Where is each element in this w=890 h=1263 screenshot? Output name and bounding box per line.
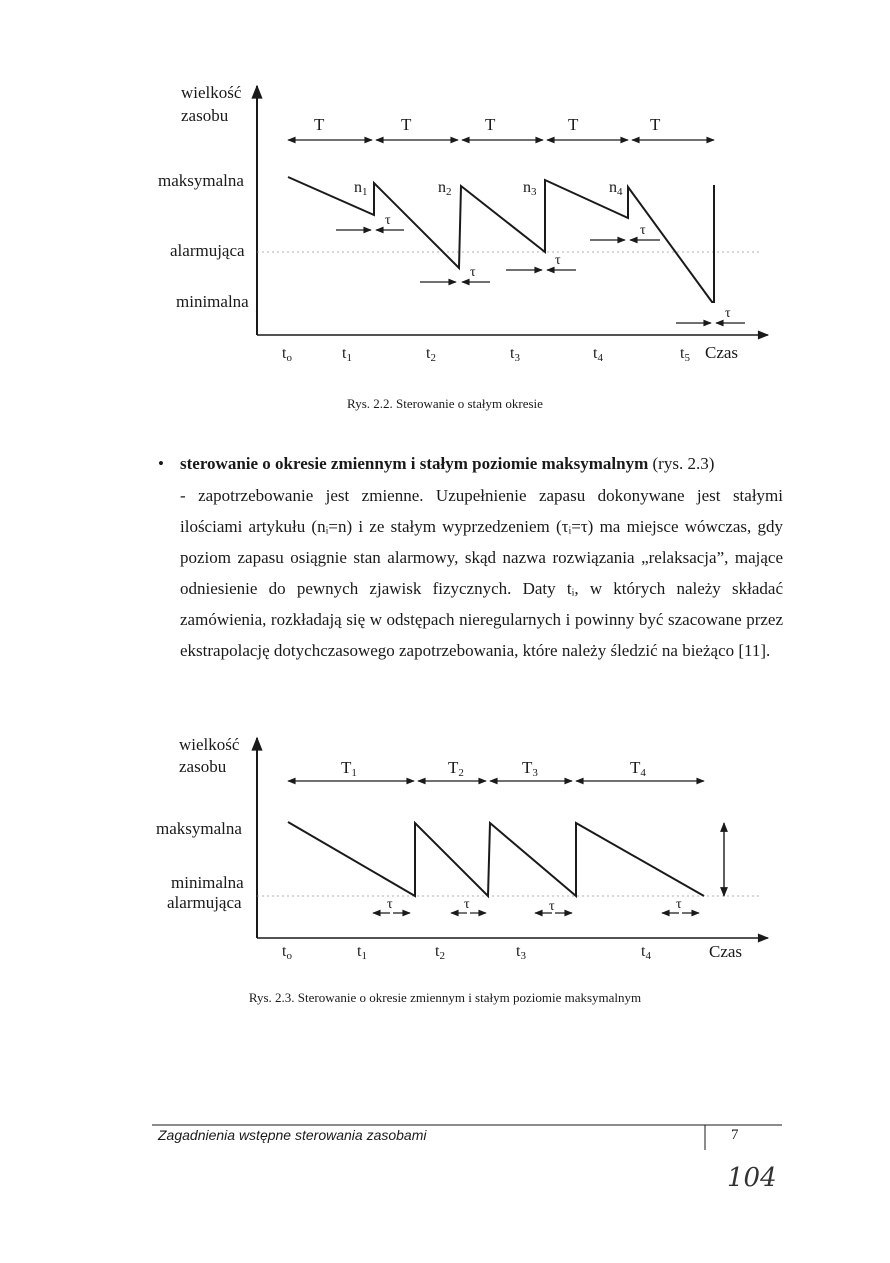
time-label: to xyxy=(282,345,292,364)
order-label: n1 xyxy=(354,179,368,198)
bullet-bold-text: sterowanie o okresie zmiennym i stałym poziomie maksymalnym xyxy=(180,454,649,473)
level-label-maksymalna: maksymalna xyxy=(156,819,242,838)
handwritten-page-number: 104 xyxy=(727,1163,777,1193)
stock-level-line xyxy=(288,822,704,896)
bullet-ref: (rys. 2.3) xyxy=(652,454,715,473)
order-label: n3 xyxy=(523,179,537,198)
time-label: t2 xyxy=(426,345,436,364)
period-label: T3 xyxy=(522,758,538,779)
time-label: t3 xyxy=(510,345,520,364)
figure-2-3-caption: Rys. 2.3. Sterowanie o okresie zmiennym i stałym poziomie maksymalnym xyxy=(248,990,642,1005)
period-label: T4 xyxy=(630,758,646,779)
tau-label: τ xyxy=(387,897,393,912)
tau-label: τ xyxy=(676,897,682,912)
bullet-section xyxy=(158,452,783,666)
period-label: T xyxy=(650,115,661,134)
footer-title: Zagadnienia wstępne sterowania zasobami xyxy=(158,1127,427,1143)
period-label: T xyxy=(485,115,496,134)
tau-label: τ xyxy=(549,899,555,914)
figure-2-2 xyxy=(0,0,890,400)
tau-label: τ xyxy=(640,223,646,238)
period-label: T xyxy=(401,115,412,134)
page-number: 7 xyxy=(731,1127,739,1143)
tau-label: τ xyxy=(470,265,476,280)
bullet-icon: • xyxy=(158,454,164,473)
time-label: t4 xyxy=(593,345,603,364)
period-label: T xyxy=(568,115,579,134)
period-label: T xyxy=(314,115,325,134)
period-label: T2 xyxy=(448,758,464,779)
y-axis-label-2: zasobu xyxy=(181,106,229,125)
time-label: t1 xyxy=(342,345,352,364)
time-label: t5 xyxy=(680,345,690,364)
x-axis-label: Czas xyxy=(705,343,739,362)
level-label-maksymalna: maksymalna xyxy=(158,171,244,190)
level-label-alarmujaca: alarmująca xyxy=(167,893,242,912)
tau-label: τ xyxy=(464,897,470,912)
level-label-alarmujaca: alarmująca xyxy=(170,241,245,260)
tau-label: τ xyxy=(725,306,731,321)
time-label: t1 xyxy=(357,943,367,962)
bullet-heading xyxy=(158,452,783,476)
level-label-minimalna: minimalna xyxy=(171,873,244,892)
x-axis-label: Czas xyxy=(709,942,743,961)
figure-2-2-caption: Rys. 2.2. Sterowanie o stałym okresie xyxy=(347,396,543,411)
figure-2-3 xyxy=(0,730,890,990)
tau-label: τ xyxy=(555,253,561,268)
y-axis-label-1: wielkość xyxy=(181,83,242,102)
time-label: to xyxy=(282,943,292,962)
footer-rule xyxy=(0,1118,890,1158)
time-label: t4 xyxy=(641,943,651,962)
time-label: t2 xyxy=(435,943,445,962)
order-label: n2 xyxy=(438,179,452,198)
body-paragraph: - zapotrzebowanie jest zmienne. Uzupełnienie zapasu dokonywane jest stałymi ilościami artykułu (nᵢ=n) i ze stałym wyprzedzeniem (τᵢ=τ) ma miejsce wówczas, gdy poziom zapasu osiągnie stan alarmowy, skąd nazwa rozwiązania „relaksacja”, mające odniesienie do pewnych zjawisk fizycznych. Daty tᵢ, w których należy składać zamówienia, rozkładają się w odstępach nieregularnych i powinny być szacowane przez ekstrapolację dotychczasowego zapotrzebowania, które należy śledzić na bieżąco [11]. xyxy=(180,486,783,660)
order-label: n4 xyxy=(609,179,623,198)
y-axis-label-2: zasobu xyxy=(179,757,227,776)
period-label: T1 xyxy=(341,758,357,779)
level-label-minimalna: minimalna xyxy=(176,292,249,311)
tau-label: τ xyxy=(385,213,391,228)
y-axis-label-1: wielkość xyxy=(179,735,240,754)
time-label: t3 xyxy=(516,943,526,962)
